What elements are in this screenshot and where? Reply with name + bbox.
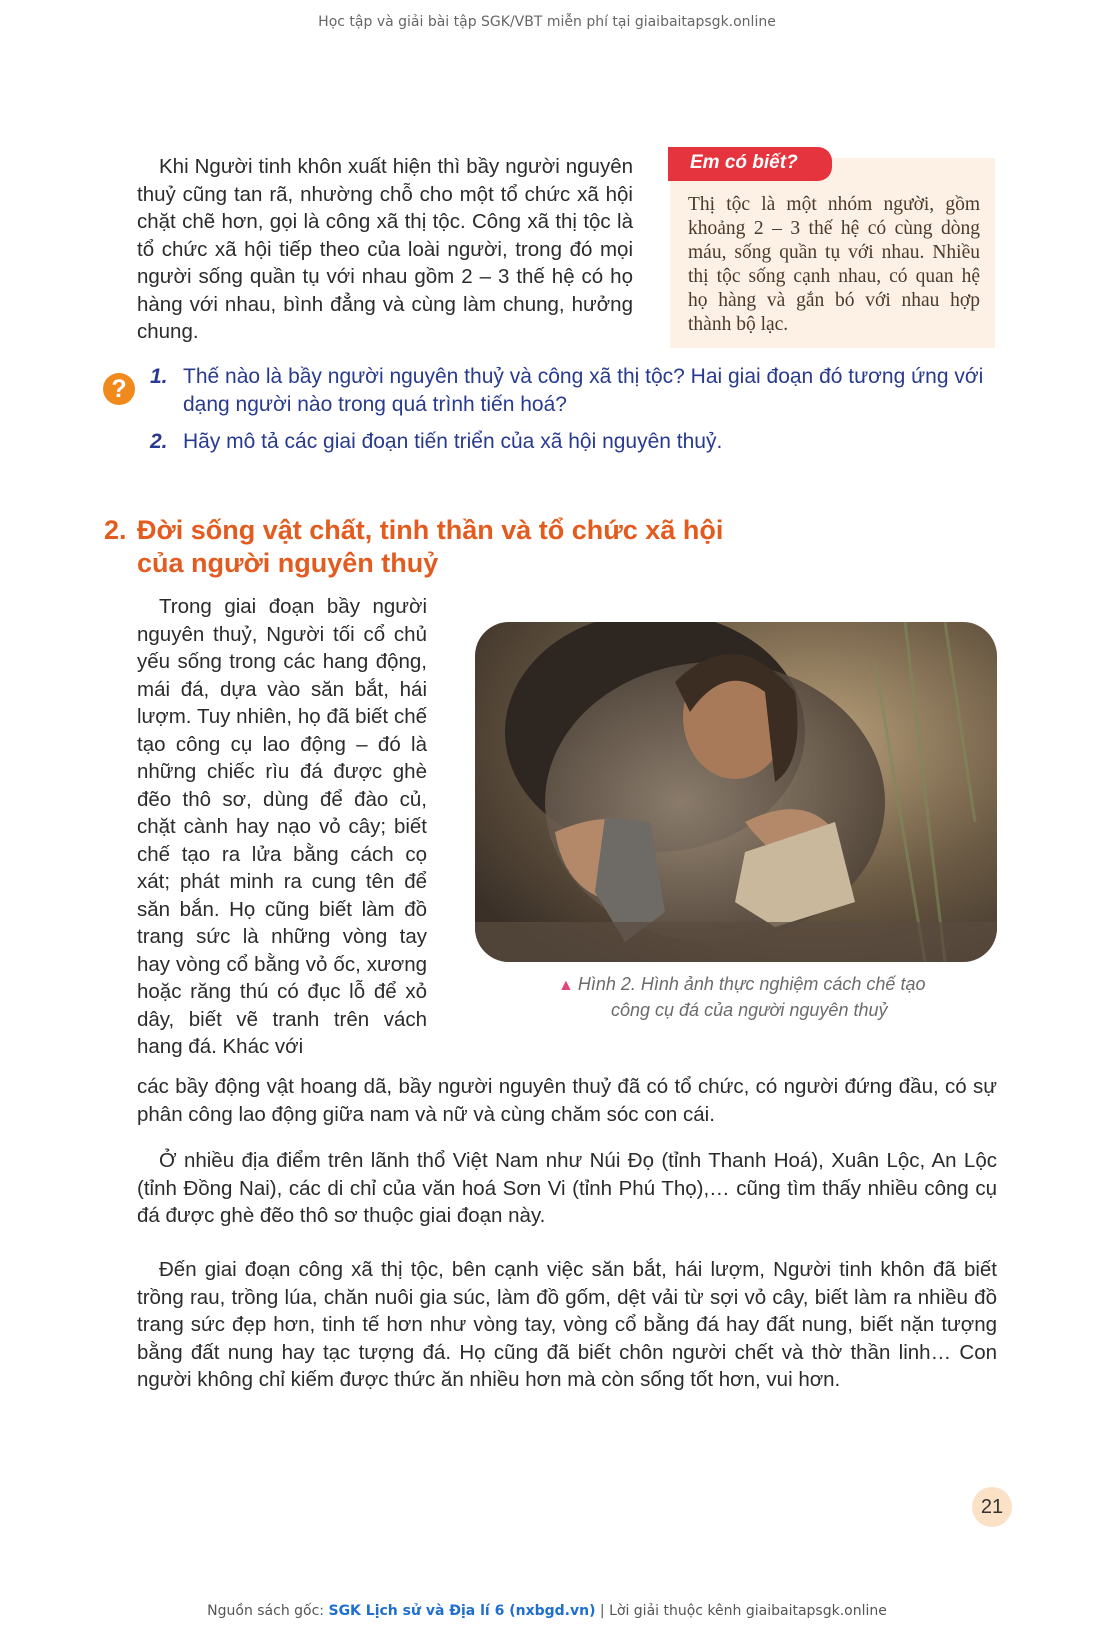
did-you-know-title: Em có biết? — [690, 152, 798, 173]
paragraph-3: Đến giai đoạn công xã thị tộc, bên cạnh việc săn bắt, hái lượm, Người tinh khôn đã biết trồng rau, trồng lúa, chăn nuôi gia súc, làm đồ gốm, dệt vải từ sợi vỏ cây, biết làm ra nhiều đồ trang sức đẹp hơn, tinh tế hơn như vòng tay, vòng cổ bằng đá hay đất nung, biết nặn tượng bằng đất nung hay tạc tượng đá. Họ cũng đã biết chôn người chết và thờ thần linh… Con người không chỉ kiếm được thức ăn nhiều hơn mà còn sống tốt hơn, vui hơn. — [137, 1258, 997, 1391]
figure-photo — [475, 622, 997, 962]
section-heading — [104, 514, 1004, 580]
footer-suffix: | Lời giải thuộc kênh giaibaitapsgk.online — [595, 1603, 887, 1619]
paragraph-2: Ở nhiều địa điểm trên lãnh thổ Việt Nam như Núi Đọ (tỉnh Thanh Hoá), Xuân Lộc, An Lộc (tỉnh Đồng Nai), các di chỉ của văn hoá Sơn Vi (tỉnh Phú Thọ),… cũng tìm thấy nhiều công cụ đá được ghè đẽo thô sơ thuộc giai đoạn này. — [137, 1149, 997, 1227]
question-text: Hãy mô tả các giai đoạn tiến triển của xã hội nguyên thuỷ. — [183, 430, 723, 453]
continuation-paragraph: các bầy động vật hoang dã, bầy người nguyên thuỷ đã có tổ chức, có người đứng đầu, có sự phân công lao động giữa nam và nữ và cùng chăm sóc con cái. — [137, 1075, 997, 1126]
question-mark-icon: ? — [103, 373, 135, 405]
caption-line2: công cụ đá của người nguyên thuỷ — [611, 1000, 888, 1020]
header-banner: Học tập và giải bài tập SGK/VBT miễn phí tại giaibaitapsgk.online — [318, 14, 776, 30]
question-number: 1. — [150, 365, 168, 388]
intro-paragraph: Khi Người tinh khôn xuất hiện thì bầy người nguyên thuỷ cũng tan rã, nhường chỗ cho một tổ chức xã hội chặt chẽ hơn, gọi là công xã thị tộc. Công xã thị tộc là tổ chức xã hội tiếp theo của loài người, trong đó mọi người sống quần tụ với nhau gồm 2 – 3 thế hệ có họ hàng với nhau, bình đẳng và cùng làm chung, hưởng chung. — [137, 155, 633, 343]
question-number: 2. — [150, 430, 168, 453]
footer-prefix: Nguồn sách gốc: — [207, 1603, 329, 1619]
section-number: 2. — [104, 515, 127, 545]
figure-caption — [558, 972, 978, 1023]
footer — [0, 1603, 1094, 1619]
section-title-line2: của người nguyên thuỷ — [137, 548, 439, 578]
footer-source-link[interactable]: SGK Lịch sử và Địa lí 6 (nxbgd.vn) — [328, 1603, 596, 1619]
question-item-1 — [150, 363, 1000, 419]
column-paragraph: Trong giai đoạn bầy người nguyên thuỷ, Người tối cổ chủ yếu sống trong các hang động, mái đá, dựa vào săn bắt, hái lượm. Tuy nhiên, họ đã biết chế tạo công cụ lao động – đó là những chiếc rìu đá được ghè đẽo thô sơ, dùng để đào củ, chặt cành hay nạo vỏ cây; biết chế tạo ra lửa bằng cách cọ xát; phát minh ra cung tên để săn bắn. Họ cũng biết làm đồ trang sức là những vòng tay hay vòng cổ bằng vỏ ốc, xương hoặc răng thú có đục lỗ để xỏ dây, biết vẽ tranh trên vách hang đá. Khác với — [137, 595, 427, 1058]
question-text: Thế nào là bầy người nguyên thuỷ và công xã thị tộc? Hai giai đoạn đó tương ứng với dạng người nào trong quá trình tiến hoá? — [183, 365, 984, 416]
did-you-know-tag — [668, 147, 832, 181]
section-title-line1: Đời sống vật chất, tinh thần và tổ chức xã hội — [137, 515, 724, 545]
question-item-2 — [150, 428, 1000, 456]
caption-line1: Hình 2. Hình ảnh thực nghiệm cách chế tạo — [577, 974, 926, 994]
primitive-toolmaking-image — [475, 622, 997, 962]
page-number: 21 — [972, 1487, 1012, 1527]
triangle-icon: ▲ — [558, 977, 574, 994]
did-you-know-text: Thị tộc là một nhóm người, gồm khoảng 2 – 3 thế hệ có cùng dòng máu, sống quần tụ với nhau. Nhiều thị tộc sống cạnh nhau, có quan hệ họ hàng và gắn bó với nhau hợp thành bộ lạc. — [688, 194, 980, 335]
